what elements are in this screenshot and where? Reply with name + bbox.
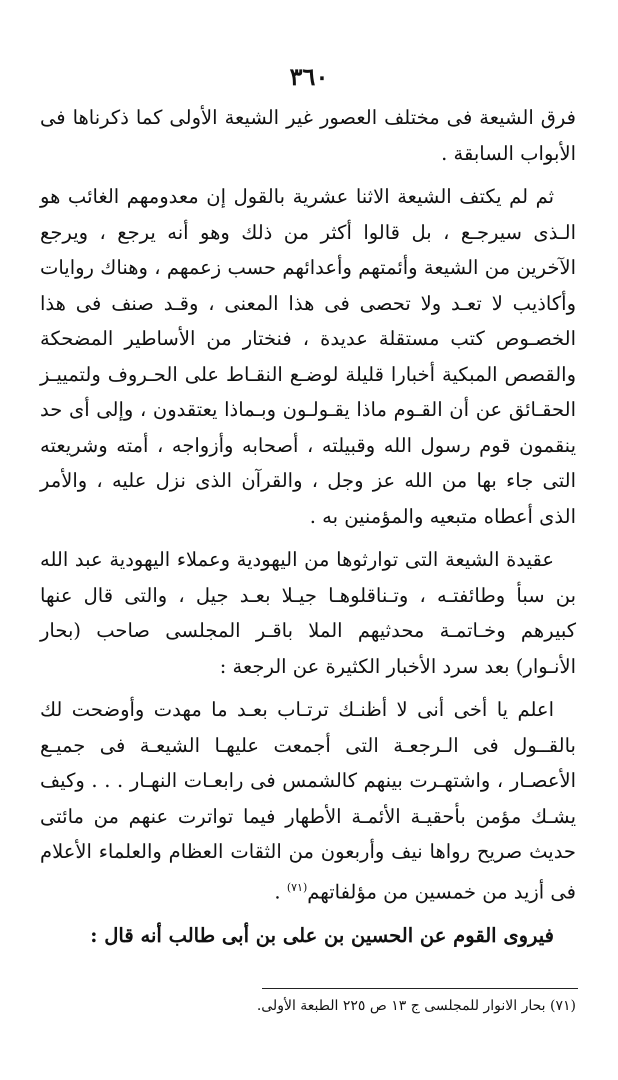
quote-end: . [274, 880, 287, 903]
quote-text: اعلم يا أخى أنى لا أظنـك ترتـاب بعـد ما مهدت وأوضحت لك بالقــول فى الـرجعـة التى أجمعت عليهـا الشيعـة فى جميـع الأعصـار ، واشتهـرت بينهم كالشمس فى رابعـات النهـار . . . وكيف يشـك مؤمن بأحقيـة الأئمـة الأطهار فيما تواترت عنهم من مائتى حديث صريح رواها نيف وأربعون من الثقات العظام والعلماء الأعلام فى أزيد من خمسين من مؤلفاتهم [40, 698, 576, 903]
paragraph-4-quote [40, 692, 576, 910]
page-number: ٣٦٠ [289, 62, 329, 91]
footnote-divider [262, 988, 578, 989]
paragraph-2: ثم لم يكتف الشيعة الاثنا عشرية بالقول إن معدومهم الغائب هو الـذى سيرجـع ، بل قالوا أكثر من ذلك وهو أنه يرجع ، ويرجع الآخرين من الشيعة وأئمتهم وأعدائهم حسب زعمهم ، وهناك روايات وأكاذيب لا تعـد ولا تحصى فى هذا المعنى ، وقـد صنف فى هذا الخصـوص كتب مستقلة عديدة ، فنختار من الأساطير المضحكة والقصص المبكية أخبارا قليلة لوضـع النقـاط على الحـروف ولتمييـز الحقـائق عن أن القـوم ماذا يقـولـون وبـماذا يعتقدون ، وإلى أى حد ينقمون قوم رسول الله وقبيلته ، أصحابه وأزواجه ، أمته وشريعته التى جاء بها من الله عز وجل ، والقرآن الذى نزل عليه ، والأمر الذى أعطاه متبعيه والمؤمنين به . [40, 185, 576, 528]
body-text [40, 100, 576, 961]
paragraph-3: عقيدة الشيعة التى توارثوها من اليهودية وعملاء اليهودية عبد الله بن سبأ وطائفتـه ، وتـناقلوهـا جيـلا بعـد جيل ، والتى قال عنها كبيرهم وخـاتمـة محدثيهم الملا باقـر المجلسى صاحب (بحار الأنـوار) بعد سرد الأخبار الكثيرة عن الرجعة : [40, 548, 576, 678]
footnote: (٧١) بحار الانوار للمجلسى ج ١٣ ص ٢٢٥ الطبعة الأولى. [256, 998, 576, 1014]
closing-line: فيروى القوم عن الحسين بن على بن أبى طالب أنه قال : [90, 923, 554, 947]
paragraph-1: فرق الشيعة فى مختلف العصور غير الشيعة الأولى كما ذكرناها فى الأبواب السابقة . [40, 106, 576, 165]
footnote-marker: (٧١) [286, 880, 308, 894]
